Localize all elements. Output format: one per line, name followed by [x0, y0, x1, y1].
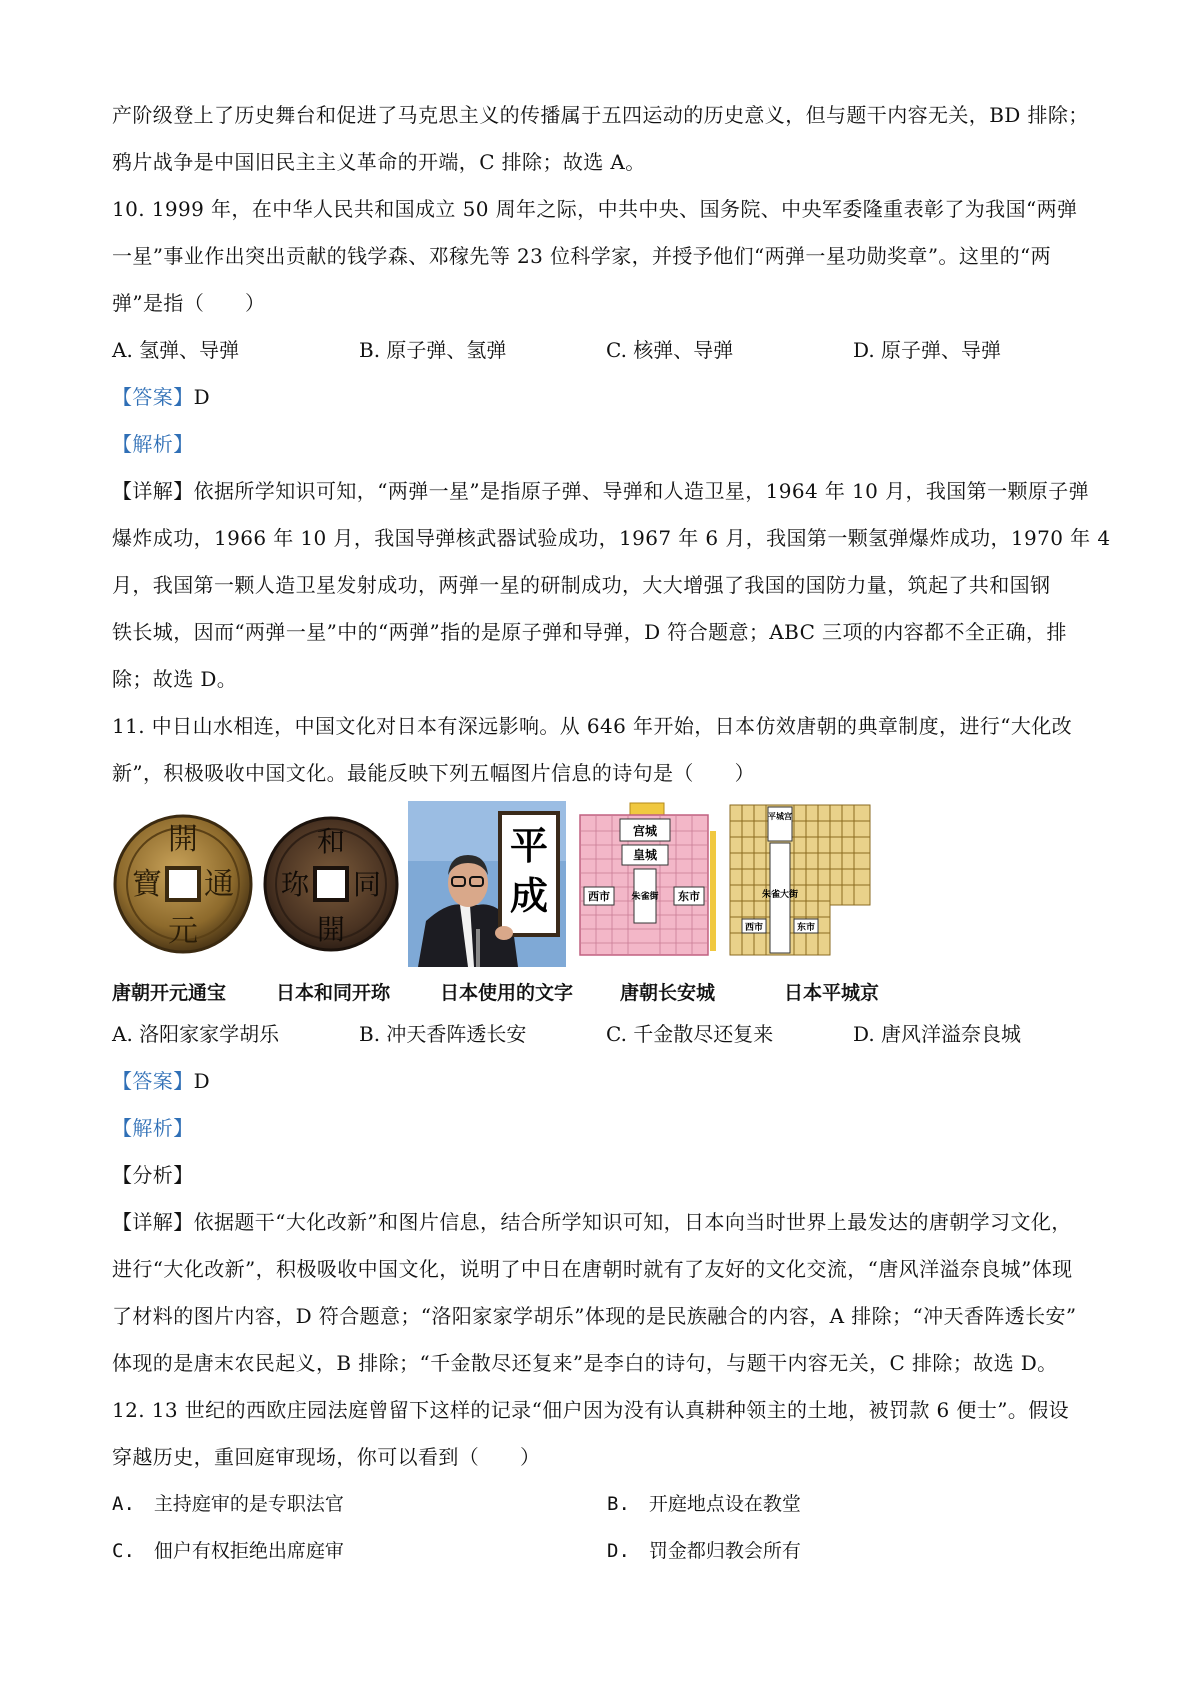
map-label: 平城宫 [768, 811, 792, 821]
option-c: C. 佃户有权拒绝出席庭审 [112, 1540, 344, 1562]
options-row [112, 1011, 1102, 1058]
map-label: 西市 [588, 890, 610, 903]
detail-line: 爆炸成功，1966 年 10 月，我国导弹核武器试验成功，1967 年 6 月，我国第一颗氢弹爆炸成功，1970 年 4 [112, 526, 1111, 550]
option-c: C. 核弹、导弹 [606, 338, 734, 362]
question-12 [112, 1387, 1102, 1575]
map-label: 皇城 [632, 848, 658, 862]
coin-char: 通 [204, 867, 234, 902]
analysis-label: 【解析】 [112, 432, 194, 456]
question-stem-line: 新”，积极吸收中国文化。最能反映下列五幅图片信息的诗句是（ ） [112, 761, 756, 785]
answer-label: 【答案】 [112, 1069, 194, 1093]
answer-label: 【答案】 [112, 385, 194, 409]
heisei-photo-image [408, 801, 566, 967]
question-stem-line: 10. 1999 年，在中华人民共和国成立 50 周年之际，中共中央、国务院、中央军委隆重表彰了为我国“两弹 [112, 197, 1078, 221]
coin-char: 寶 [132, 867, 162, 902]
question-10 [112, 186, 1111, 703]
sign-char: 平 [509, 823, 549, 868]
image-caption: 日本平城京 [784, 982, 880, 1004]
map-label: 朱雀街 [631, 892, 659, 902]
detail-line: 月，我国第一颗人造卫星发射成功，两弹一星的研制成功，大大增强了我国的国防力量，筑起了共和国钢 [112, 573, 1051, 597]
answer-value: D [193, 385, 211, 409]
answer-value: D [193, 1069, 211, 1093]
coin-char: 珎 [280, 868, 310, 901]
question-stem-line: 11. 中日山水相连，中国文化对日本有深远影响。从 646 年开始，日本仿效唐朝的典章制度，进行“大化改 [112, 714, 1073, 738]
map-label: 朱雀大街 [761, 890, 799, 900]
text-line: 鸦片战争是中国旧民主主义革命的开端，C 排除；故选 A。 [112, 150, 646, 174]
answer-line [112, 1058, 1102, 1105]
image-caption: 日本使用的文字 [440, 982, 574, 1004]
option-d: D. 唐风洋溢奈良城 [853, 1022, 1022, 1046]
question-stem-line: 弹”是指（ ） [112, 291, 266, 315]
coin-char: 和 [316, 825, 346, 858]
coin-char: 開 [168, 822, 198, 857]
option-d: D. 原子弹、导弹 [853, 338, 1002, 362]
sign-char: 成 [509, 873, 549, 918]
map-label: 宫城 [632, 824, 658, 838]
option-a: A. 氢弹、导弹 [112, 338, 240, 362]
text-line: 产阶级登上了历史舞台和促进了马克思主义的传播属于五四运动的历史意义，但与题干内容无关，BD 排除； [112, 103, 1089, 127]
option-c: C. 千金散尽还复来 [606, 1022, 774, 1046]
option-b: B. 冲天香阵透长安 [359, 1022, 527, 1046]
image-captions [112, 975, 1102, 1011]
detail-line: 【详解】依据所学知识可知，“两弹一星”是指原子弹、导弹和人造卫星，1964 年 10 月，我国第一颗原子弹 [112, 479, 1090, 503]
detail-line: 铁长城，因而“两弹一星”中的“两弹”指的是原子弹和导弹，D 符合题意；ABC 三项的内容都不全正确，排 [112, 620, 1067, 644]
options-row [112, 1528, 1102, 1575]
answer-line [112, 374, 1102, 421]
image-strip [112, 801, 1102, 975]
map-label: 西市 [744, 923, 764, 933]
coin-char: 同 [352, 868, 382, 901]
document-page [112, 92, 1111, 1575]
question-stem-line: 穿越历史，重回庭审现场，你可以看到（ ） [112, 1445, 541, 1469]
options-row [112, 327, 1102, 374]
question-stem-line: 12. 13 世纪的西欧庄园法庭曾留下这样的记录“佃户因为没有认真耕种领主的土地，被罚款 6 便士”。假设 [112, 1398, 1070, 1422]
analysis-label: 【解析】 [112, 1116, 194, 1140]
coin-char: 元 [168, 914, 198, 949]
question-11 [112, 703, 1102, 1387]
image-caption: 日本和同开珎 [276, 982, 391, 1004]
heijokyo-map-image [724, 801, 874, 967]
fenxi-label: 【分析】 [112, 1163, 194, 1187]
option-b: B. 原子弹、氢弹 [359, 338, 507, 362]
detail-line: 除；故选 D。 [112, 667, 238, 691]
detail-line: 进行“大化改新”，积极吸收中国文化，说明了中日在唐朝时就有了友好的文化交流，“唐风洋溢奈良城”体现 [112, 1257, 1073, 1281]
option-d: D. 罚金都归教会所有 [607, 1540, 801, 1562]
wadokaichin-coin-image [260, 801, 402, 967]
options-row [112, 1481, 1102, 1528]
changan-map-image [572, 801, 718, 967]
detail-line: 体现的是唐末农民起义，B 排除；“千金散尽还复来”是李白的诗句，与题干内容无关，C 排除；故选 D。 [112, 1351, 1058, 1375]
option-a: A. 主持庭审的是专职法官 [112, 1493, 344, 1515]
kaiyuan-coin-image [112, 801, 254, 967]
option-b: B. 开庭地点设在教堂 [607, 1493, 801, 1515]
map-label: 东市 [678, 890, 700, 903]
image-caption: 唐朝长安城 [620, 982, 716, 1004]
question-stem-line: 一星”事业作出突出贡献的钱学森、邓稼先等 23 位科学家，并授予他们“两弹一星功勋奖章”。这里的“两 [112, 244, 1052, 268]
coin-char: 開 [316, 913, 346, 946]
image-caption: 唐朝开元通宝 [112, 982, 227, 1004]
detail-line: 了材料的图片内容，D 符合题意；“洛阳家家学胡乐”体现的是民族融合的内容，A 排除；“冲天香阵透长安” [112, 1304, 1077, 1328]
map-label: 东市 [796, 923, 816, 933]
detail-line: 【详解】依据题干“大化改新”和图片信息，结合所学知识可知，日本向当时世界上最发达的唐朝学习文化， [112, 1210, 1072, 1234]
option-a: A. 洛阳家家学胡乐 [112, 1022, 280, 1046]
